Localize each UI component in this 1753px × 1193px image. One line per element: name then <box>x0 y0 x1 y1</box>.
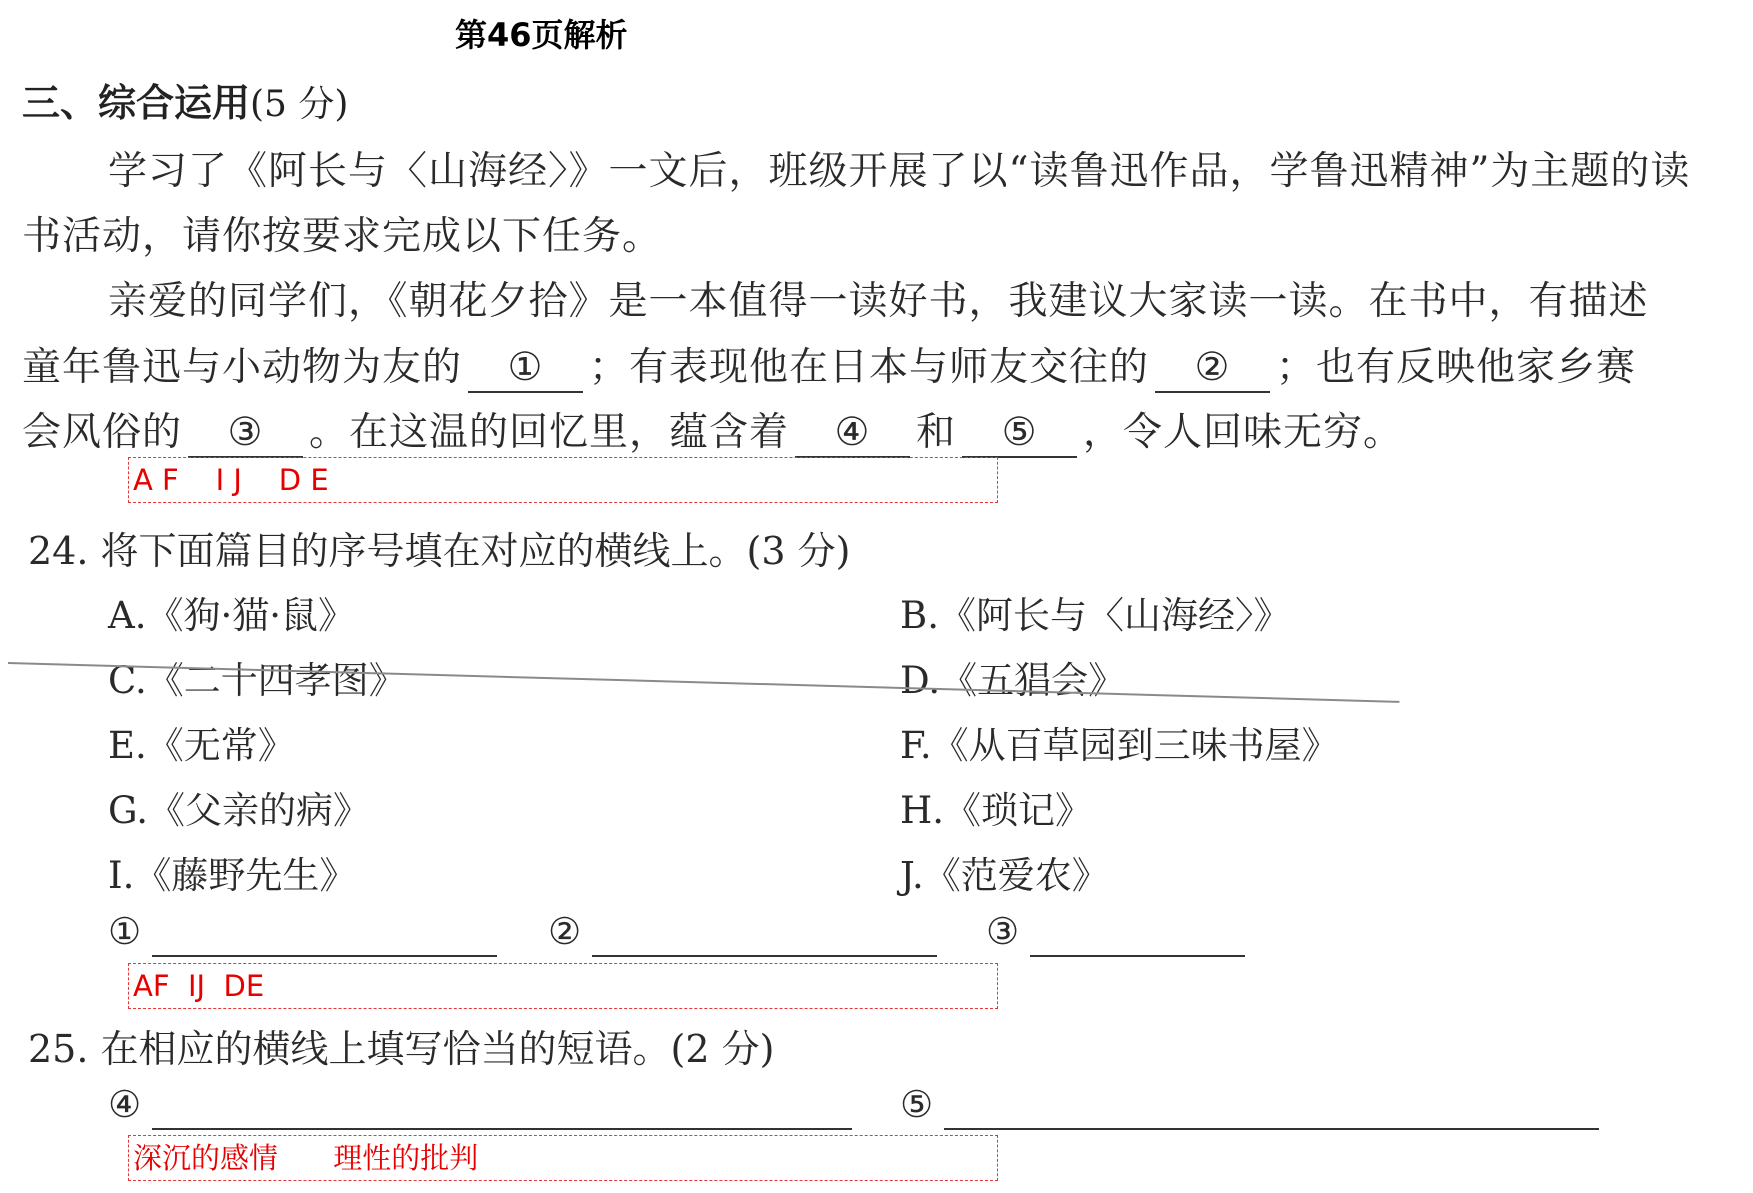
q24-blank-label-1: ① <box>108 910 142 953</box>
q25-blank-label-4: ④ <box>108 1083 142 1126</box>
q24-option-h: H.《琐记》 <box>900 789 1093 832</box>
intro-line-2: 书活动，请你按要求完成以下任务。 <box>22 214 663 259</box>
q25-title: 25. 在相应的横线上填写恰当的短语。(2 分) <box>28 1027 775 1071</box>
q24-option-f: F.《从百草园到三味书屋》 <box>900 724 1339 767</box>
q24-option-e: E.《无常》 <box>108 724 295 767</box>
q24-option-a: A.《狗·猫·鼠》 <box>108 594 356 637</box>
intro-line-1: 学习了《阿长与〈山海经〉》一文后，班级开展了以“读鲁迅作品，学鲁迅精神”为主题的读 <box>108 149 1691 194</box>
passage-text: 和 <box>916 410 957 455</box>
q24-option-i: I.《藤野先生》 <box>108 854 357 897</box>
page-header: 第46页解析 <box>455 16 628 54</box>
q25-fill-line-5 <box>944 1128 1599 1130</box>
q24-fill-line-2 <box>592 955 937 957</box>
section-title-text: 三、综合运用 <box>22 81 251 125</box>
q24-option-c: C.《二十四孝图》 <box>108 659 406 702</box>
blank-1: ① <box>468 348 583 393</box>
q24-option-g: G.《父亲的病》 <box>108 789 370 832</box>
q24-fill-line-3 <box>1030 955 1245 957</box>
passage-text: ；也有反映他家乡赛 <box>1276 345 1637 390</box>
passage-text: ；有表现他在日本与师友交往的 <box>589 345 1150 390</box>
q24-fill-line-1 <box>152 955 497 957</box>
q25-blank-label-5: ⑤ <box>900 1083 934 1126</box>
passage-text: 会风俗的 <box>22 410 183 455</box>
q24-blank-label-2: ② <box>548 910 582 953</box>
passage-text: ，令人回味无穷。 <box>1083 410 1404 455</box>
blank-4: ④ <box>795 413 910 458</box>
blank-2: ② <box>1155 348 1270 393</box>
section-title <box>22 72 348 127</box>
blank-5: ⑤ <box>962 413 1077 458</box>
q24-title: 24. 将下面篇目的序号填在对应的横线上。(3 分) <box>28 529 851 573</box>
answer-box-3: 深沉的感情 理性的批判 <box>128 1135 998 1181</box>
section-points: (5 分) <box>250 84 349 125</box>
passage-line-3 <box>22 401 1403 458</box>
passage-line-2 <box>22 336 1636 393</box>
passage-text: 。在这温的回忆里，蕴含着 <box>309 410 790 455</box>
q24-option-j: J.《范爱农》 <box>900 854 1109 897</box>
q24-blank-label-3: ③ <box>986 910 1020 953</box>
q24-option-d: D.《五猖会》 <box>900 659 1126 702</box>
answer-box-2: AF IJ DE <box>128 963 998 1009</box>
passage-text: 童年鲁迅与小动物为友的 <box>22 345 463 390</box>
q25-fill-line-4 <box>152 1128 852 1130</box>
answer-box-1: A F I J D E <box>128 457 998 503</box>
passage-line-1: 亲爱的同学们，《朝花夕拾》是一本值得一读好书，我建议大家读一读。在书中，有描述 <box>108 279 1649 324</box>
q24-option-b: B.《阿长与〈山海经〉》 <box>900 594 1291 637</box>
blank-3: ③ <box>188 413 303 458</box>
